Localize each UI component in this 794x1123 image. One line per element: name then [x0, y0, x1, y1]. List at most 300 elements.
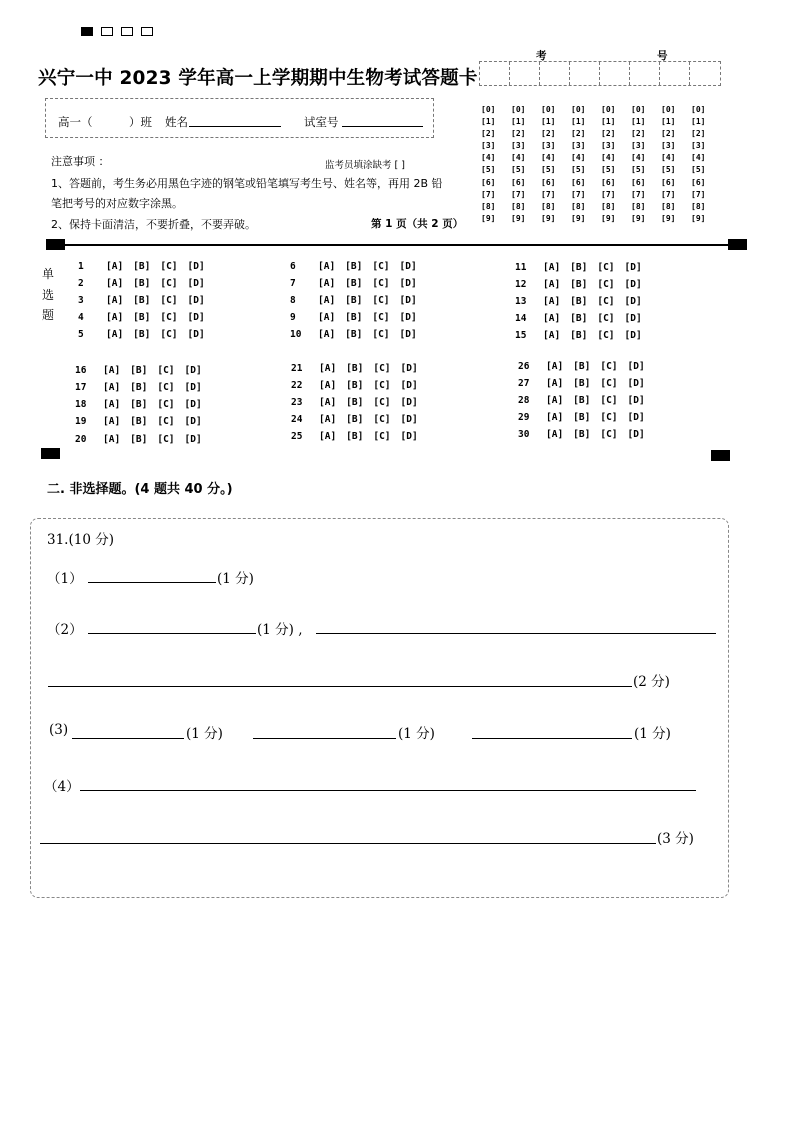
- digit-bubble[interactable]: [9]: [571, 213, 586, 223]
- option-bubble-d[interactable]: [D]: [400, 363, 418, 374]
- option-bubble-c[interactable]: [C]: [160, 329, 178, 340]
- digit-bubble[interactable]: [3]: [541, 141, 556, 151]
- part-1-answer-line[interactable]: [88, 582, 216, 583]
- option-bubble-d[interactable]: [D]: [399, 278, 417, 289]
- digit-bubble[interactable]: [3]: [481, 141, 496, 151]
- option-bubble-a[interactable]: [A]: [106, 295, 124, 306]
- option-bubble-c[interactable]: [C]: [600, 395, 618, 406]
- digit-bubble[interactable]: [1]: [661, 117, 676, 127]
- digit-bubble[interactable]: [0]: [511, 105, 526, 114]
- part-3-answer-line-3[interactable]: [472, 738, 632, 739]
- digit-bubble[interactable]: [4]: [481, 153, 496, 163]
- option-bubble-d[interactable]: [D]: [627, 378, 645, 389]
- digit-bubble[interactable]: [7]: [691, 189, 706, 199]
- part-4-answer-line-2[interactable]: [40, 843, 656, 844]
- digit-bubble[interactable]: [9]: [601, 213, 616, 223]
- digit-bubble[interactable]: [8]: [481, 201, 496, 211]
- option-bubble-c[interactable]: [C]: [597, 296, 615, 307]
- digit-bubble[interactable]: [7]: [571, 189, 586, 199]
- exam-number-boxes[interactable]: [479, 61, 721, 86]
- option-bubble-a[interactable]: [A]: [103, 416, 121, 427]
- digit-bubble[interactable]: [8]: [571, 201, 586, 211]
- digit-bubble[interactable]: [6]: [481, 177, 496, 187]
- choice-question-row: [290, 329, 427, 340]
- option-bubble-a[interactable]: [A]: [318, 329, 336, 340]
- option-bubble-c[interactable]: [C]: [373, 414, 391, 425]
- option-bubble-d[interactable]: [D]: [624, 262, 642, 273]
- digit-bubble[interactable]: [6]: [601, 177, 616, 187]
- option-bubble-c[interactable]: [C]: [372, 261, 390, 272]
- choice-question-row: [78, 312, 215, 323]
- question-number: 4: [78, 312, 84, 323]
- note-item-1b: 笔把考号的对应数字涂黑。: [51, 197, 183, 210]
- option-bubble-b[interactable]: [B]: [130, 382, 148, 393]
- option-bubble-b[interactable]: [B]: [345, 261, 363, 272]
- digit-bubble[interactable]: [7]: [661, 189, 676, 199]
- option-bubble-a[interactable]: [A]: [546, 361, 564, 372]
- question-number: 5: [78, 329, 84, 340]
- question-number: 24: [291, 414, 303, 425]
- choice-question-row: [290, 261, 427, 272]
- option-bubble-c[interactable]: [C]: [597, 262, 615, 273]
- option-bubble-b[interactable]: [B]: [570, 279, 588, 290]
- option-bubble-a[interactable]: [A]: [103, 382, 121, 393]
- digit-bubble[interactable]: [5]: [661, 165, 676, 175]
- option-bubble-c[interactable]: [C]: [160, 278, 178, 289]
- choice-question-row: [515, 313, 652, 324]
- option-bubble-d[interactable]: [D]: [187, 312, 205, 323]
- digit-bubble[interactable]: [8]: [601, 201, 616, 211]
- digit-bubble[interactable]: [2]: [541, 129, 556, 139]
- digit-bubble[interactable]: [8]: [691, 201, 706, 211]
- digit-bubble[interactable]: [9]: [661, 213, 676, 223]
- option-bubble-b[interactable]: [B]: [570, 330, 588, 341]
- digit-bubble[interactable]: [6]: [571, 177, 586, 187]
- option-bubble-d[interactable]: [D]: [400, 397, 418, 408]
- exam-number-digit-column[interactable]: [631, 104, 645, 225]
- exam-number-box[interactable]: [570, 62, 600, 85]
- digit-bubble[interactable]: [3]: [661, 141, 676, 151]
- part-4-answer-line-1[interactable]: [80, 790, 696, 791]
- part-3-label: (3): [49, 722, 69, 738]
- digit-bubble[interactable]: [4]: [571, 153, 586, 163]
- option-bubble-a[interactable]: [A]: [543, 262, 561, 273]
- digit-bubble[interactable]: [3]: [691, 141, 706, 151]
- option-bubble-b[interactable]: [B]: [570, 262, 588, 273]
- digit-bubble[interactable]: [2]: [661, 129, 676, 139]
- exam-number-digit-column[interactable]: [691, 104, 705, 225]
- option-bubble-d[interactable]: [D]: [624, 279, 642, 290]
- option-bubble-d[interactable]: [D]: [627, 412, 645, 423]
- choice-question-row: [78, 278, 215, 289]
- note-item-1a: 1、答题前，考生务必用黑色字迹的钢笔或铅笔填写考生号、姓名等，再用 2B 铅: [51, 177, 443, 190]
- option-bubble-c[interactable]: [C]: [373, 431, 391, 442]
- option-bubble-a[interactable]: [A]: [319, 431, 337, 442]
- exam-number-digit-column[interactable]: [511, 104, 525, 225]
- question-number: 7: [290, 278, 296, 289]
- digit-bubble[interactable]: [3]: [631, 141, 646, 151]
- choice-question-row: [518, 378, 655, 389]
- question-number: 19: [75, 416, 87, 427]
- alignment-marker-right: [728, 239, 747, 250]
- option-bubble-b[interactable]: [B]: [130, 399, 148, 410]
- part-3-score-1: (1 分): [186, 726, 223, 742]
- exam-number-digit-column[interactable]: [661, 104, 675, 225]
- option-bubble-a[interactable]: [A]: [106, 278, 124, 289]
- question-number: 27: [518, 378, 530, 389]
- option-bubble-b[interactable]: [B]: [133, 278, 151, 289]
- digit-bubble[interactable]: [0]: [481, 105, 496, 114]
- digit-bubble[interactable]: [8]: [631, 201, 646, 211]
- digit-bubble[interactable]: [0]: [541, 105, 556, 114]
- choice-question-row: [291, 431, 428, 442]
- digit-bubble[interactable]: [7]: [511, 189, 526, 199]
- part-3-answer-line-1[interactable]: [72, 738, 184, 739]
- choice-question-row: [515, 330, 652, 341]
- question-number: 1: [78, 261, 84, 272]
- option-bubble-d[interactable]: [D]: [627, 361, 645, 372]
- choice-question-row: [291, 397, 428, 408]
- question-number: 29: [518, 412, 530, 423]
- question-number: 22: [291, 380, 303, 391]
- option-bubble-c[interactable]: [C]: [373, 363, 391, 374]
- option-bubble-d[interactable]: [D]: [624, 330, 642, 341]
- digit-bubble[interactable]: [1]: [631, 117, 646, 127]
- digit-bubble[interactable]: [0]: [631, 105, 646, 114]
- option-bubble-d[interactable]: [D]: [187, 261, 205, 272]
- option-bubble-c[interactable]: [C]: [160, 261, 178, 272]
- choice-question-row: [290, 312, 427, 323]
- option-bubble-d[interactable]: [D]: [400, 414, 418, 425]
- question-number: 26: [518, 361, 530, 372]
- option-bubble-b[interactable]: [B]: [133, 329, 151, 340]
- option-bubble-c[interactable]: [C]: [597, 313, 615, 324]
- digit-bubble[interactable]: [4]: [661, 153, 676, 163]
- digit-bubble[interactable]: [2]: [601, 129, 616, 139]
- option-bubble-b[interactable]: [B]: [133, 295, 151, 306]
- option-bubble-a[interactable]: [A]: [318, 261, 336, 272]
- answer-box-31: [30, 518, 729, 898]
- option-bubble-c[interactable]: [C]: [160, 295, 178, 306]
- option-bubble-d[interactable]: [D]: [399, 329, 417, 340]
- digit-bubble[interactable]: [7]: [481, 189, 496, 199]
- digit-bubble[interactable]: [9]: [511, 213, 526, 223]
- part-3-score-2: (1 分): [398, 726, 435, 742]
- question-number: 23: [291, 397, 303, 408]
- page-title: 兴宁一中 2023 学年高一上学期期中生物考试答题卡: [38, 68, 478, 89]
- question-number: 3: [78, 295, 84, 306]
- digit-bubble[interactable]: [4]: [601, 153, 616, 163]
- digit-bubble[interactable]: [1]: [601, 117, 616, 127]
- exam-number-box[interactable]: [480, 62, 510, 85]
- digit-bubble[interactable]: [8]: [511, 201, 526, 211]
- option-bubble-c[interactable]: [C]: [157, 416, 175, 427]
- digit-bubble[interactable]: [4]: [541, 153, 556, 163]
- exam-number-digit-column[interactable]: [601, 104, 615, 225]
- option-bubble-c[interactable]: [C]: [372, 312, 390, 323]
- digit-bubble[interactable]: [4]: [511, 153, 526, 163]
- digit-bubble[interactable]: [5]: [541, 165, 556, 175]
- digit-bubble[interactable]: [6]: [631, 177, 646, 187]
- exam-number-box[interactable]: [630, 62, 660, 85]
- exam-number-box[interactable]: [600, 62, 630, 85]
- option-bubble-a[interactable]: [A]: [318, 278, 336, 289]
- notes-title: 注意事项 ：: [51, 155, 110, 168]
- option-bubble-d[interactable]: [D]: [627, 395, 645, 406]
- option-bubble-c[interactable]: [C]: [600, 412, 618, 423]
- option-bubble-d[interactable]: [D]: [184, 416, 202, 427]
- digit-bubble[interactable]: [7]: [601, 189, 616, 199]
- question-number: 2: [78, 278, 84, 289]
- exam-number-digit-column[interactable]: [541, 104, 555, 225]
- option-bubble-d[interactable]: [D]: [184, 382, 202, 393]
- option-bubble-d[interactable]: [D]: [399, 261, 417, 272]
- digit-bubble[interactable]: [5]: [481, 165, 496, 175]
- corner-square-1: [81, 27, 93, 36]
- choice-question-row: [78, 295, 215, 306]
- digit-bubble[interactable]: [0]: [691, 105, 706, 114]
- class-label-start: 高一（: [58, 115, 93, 129]
- option-bubble-a[interactable]: [A]: [103, 365, 121, 376]
- alignment-marker-bottom-left: [41, 448, 60, 459]
- digit-bubble[interactable]: [2]: [481, 129, 496, 139]
- option-bubble-d[interactable]: [D]: [187, 329, 205, 340]
- option-bubble-a[interactable]: [A]: [319, 414, 337, 425]
- option-bubble-c[interactable]: [C]: [373, 380, 391, 391]
- option-bubble-c[interactable]: [C]: [157, 365, 175, 376]
- single-choice-label-1: 单: [42, 267, 55, 281]
- option-bubble-d[interactable]: [D]: [624, 296, 642, 307]
- option-bubble-b[interactable]: [B]: [573, 412, 591, 423]
- digit-bubble[interactable]: [3]: [511, 141, 526, 151]
- option-bubble-a[interactable]: [A]: [106, 312, 124, 323]
- question-number: 25: [291, 431, 303, 442]
- part-2-label: （2）: [47, 622, 83, 638]
- digit-bubble[interactable]: [2]: [631, 129, 646, 139]
- option-bubble-b[interactable]: [B]: [573, 395, 591, 406]
- option-bubble-a[interactable]: [A]: [546, 412, 564, 423]
- option-bubble-a[interactable]: [A]: [546, 378, 564, 389]
- option-bubble-a[interactable]: [A]: [106, 261, 124, 272]
- option-bubble-b[interactable]: [B]: [133, 312, 151, 323]
- option-bubble-c[interactable]: [C]: [373, 397, 391, 408]
- part-2-answer-line-3[interactable]: [48, 686, 632, 687]
- option-bubble-d[interactable]: [D]: [400, 431, 418, 442]
- option-bubble-b[interactable]: [B]: [346, 380, 364, 391]
- question-number: 9: [290, 312, 296, 323]
- section-title: 二. 非选择题。(4 题共 40 分。): [47, 482, 233, 497]
- exam-number-label-2: 号: [657, 50, 668, 62]
- proctor-absent-mark[interactable]: 监考员填涂缺考 [ ]: [325, 160, 405, 171]
- digit-bubble[interactable]: [6]: [511, 177, 526, 187]
- choice-question-row: [75, 382, 212, 393]
- digit-bubble[interactable]: [2]: [571, 129, 586, 139]
- question-number: 11: [515, 262, 527, 273]
- option-bubble-d[interactable]: [D]: [184, 365, 202, 376]
- page-indicator: 第 1 页（共 2 页）: [371, 218, 464, 230]
- option-bubble-a[interactable]: [A]: [546, 395, 564, 406]
- digit-bubble[interactable]: [1]: [541, 117, 556, 127]
- option-bubble-a[interactable]: [A]: [103, 399, 121, 410]
- option-bubble-b[interactable]: [B]: [345, 312, 363, 323]
- digit-bubble[interactable]: [1]: [571, 117, 586, 127]
- option-bubble-d[interactable]: [D]: [184, 399, 202, 410]
- digit-bubble[interactable]: [8]: [541, 201, 556, 211]
- exam-number-box[interactable]: [690, 62, 720, 85]
- room-field[interactable]: [342, 126, 423, 127]
- option-bubble-b[interactable]: [B]: [345, 329, 363, 340]
- option-bubble-c[interactable]: [C]: [600, 429, 618, 440]
- option-bubble-a[interactable]: [A]: [106, 329, 124, 340]
- option-bubble-b[interactable]: [B]: [570, 296, 588, 307]
- option-bubble-b[interactable]: [B]: [130, 365, 148, 376]
- question-number: 21: [291, 363, 303, 374]
- option-bubble-d[interactable]: [D]: [399, 312, 417, 323]
- option-bubble-a[interactable]: [A]: [318, 312, 336, 323]
- part-4-score: (3 分): [657, 831, 694, 847]
- option-bubble-c[interactable]: [C]: [600, 361, 618, 372]
- option-bubble-d[interactable]: [D]: [624, 313, 642, 324]
- digit-bubble[interactable]: [2]: [691, 129, 706, 139]
- option-bubble-a[interactable]: [A]: [318, 295, 336, 306]
- digit-bubble[interactable]: [6]: [541, 177, 556, 187]
- question-number: 8: [290, 295, 296, 306]
- option-bubble-c[interactable]: [C]: [597, 279, 615, 290]
- digit-bubble[interactable]: [3]: [601, 141, 616, 151]
- question-number: 12: [515, 279, 527, 290]
- option-bubble-c[interactable]: [C]: [157, 434, 175, 445]
- option-bubble-b[interactable]: [B]: [573, 361, 591, 372]
- option-bubble-c[interactable]: [C]: [157, 382, 175, 393]
- part-3-answer-line-2[interactable]: [253, 738, 396, 739]
- question-number: 14: [515, 313, 527, 324]
- separator-bar: [46, 244, 746, 246]
- option-bubble-a[interactable]: [A]: [543, 313, 561, 324]
- option-bubble-b[interactable]: [B]: [570, 313, 588, 324]
- corner-square-2: [101, 27, 113, 36]
- option-bubble-a[interactable]: [A]: [319, 363, 337, 374]
- option-bubble-a[interactable]: [A]: [543, 279, 561, 290]
- option-bubble-d[interactable]: [D]: [627, 429, 645, 440]
- option-bubble-a[interactable]: [A]: [103, 434, 121, 445]
- option-bubble-d[interactable]: [D]: [399, 295, 417, 306]
- digit-bubble[interactable]: [9]: [691, 213, 706, 223]
- corner-square-4: [141, 27, 153, 36]
- exam-number-box[interactable]: [510, 62, 540, 85]
- option-bubble-b[interactable]: [B]: [573, 429, 591, 440]
- option-bubble-b[interactable]: [B]: [346, 431, 364, 442]
- exam-number-box[interactable]: [540, 62, 570, 85]
- digit-bubble[interactable]: [0]: [571, 105, 586, 114]
- option-bubble-c[interactable]: [C]: [372, 329, 390, 340]
- digit-bubble[interactable]: [5]: [691, 165, 706, 175]
- option-bubble-a[interactable]: [A]: [319, 397, 337, 408]
- option-bubble-a[interactable]: [A]: [543, 330, 561, 341]
- name-field[interactable]: [189, 126, 281, 127]
- student-info-box: [45, 98, 434, 138]
- option-bubble-c[interactable]: [C]: [157, 399, 175, 410]
- choice-question-row: [515, 296, 652, 307]
- question-number: 15: [515, 330, 527, 341]
- digit-bubble[interactable]: [6]: [661, 177, 676, 187]
- digit-bubble[interactable]: [9]: [631, 213, 646, 223]
- choice-question-row: [75, 365, 212, 376]
- option-bubble-d[interactable]: [D]: [187, 278, 205, 289]
- digit-bubble[interactable]: [9]: [481, 213, 496, 223]
- digit-bubble[interactable]: [1]: [511, 117, 526, 127]
- choice-question-row: [518, 412, 655, 423]
- digit-bubble[interactable]: [3]: [571, 141, 586, 151]
- part-2-score-2: (2 分): [633, 674, 670, 690]
- digit-bubble[interactable]: [7]: [541, 189, 556, 199]
- digit-bubble[interactable]: [6]: [691, 177, 706, 187]
- digit-bubble[interactable]: [5]: [631, 165, 646, 175]
- digit-bubble[interactable]: [0]: [601, 105, 616, 114]
- exam-number-digit-column[interactable]: [481, 104, 495, 225]
- part-2-answer-line-1[interactable]: [88, 633, 256, 634]
- option-bubble-b[interactable]: [B]: [346, 363, 364, 374]
- option-bubble-d[interactable]: [D]: [187, 295, 205, 306]
- exam-number-box[interactable]: [660, 62, 690, 85]
- option-bubble-d[interactable]: [D]: [184, 434, 202, 445]
- note-item-2: 2、保持卡面清洁，不要折叠，不要弄破。: [51, 218, 256, 231]
- digit-bubble[interactable]: [1]: [691, 117, 706, 127]
- digit-bubble[interactable]: [5]: [601, 165, 616, 175]
- digit-bubble[interactable]: [4]: [631, 153, 646, 163]
- alignment-marker-left: [46, 239, 65, 250]
- part-1-label: （1）: [47, 571, 83, 587]
- question-number: 28: [518, 395, 530, 406]
- option-bubble-b[interactable]: [B]: [130, 434, 148, 445]
- option-bubble-c[interactable]: [C]: [372, 278, 390, 289]
- option-bubble-b[interactable]: [B]: [130, 416, 148, 427]
- option-bubble-a[interactable]: [A]: [319, 380, 337, 391]
- exam-number-digit-column[interactable]: [571, 104, 585, 225]
- part-4-label: （4）: [44, 779, 80, 795]
- option-bubble-c[interactable]: [C]: [160, 312, 178, 323]
- digit-bubble[interactable]: [1]: [481, 117, 496, 127]
- question-number: 30: [518, 429, 530, 440]
- digit-bubble[interactable]: [5]: [571, 165, 586, 175]
- digit-bubble[interactable]: [8]: [661, 201, 676, 211]
- choice-question-row: [75, 416, 212, 427]
- digit-bubble[interactable]: [0]: [661, 105, 676, 114]
- option-bubble-c[interactable]: [C]: [597, 330, 615, 341]
- option-bubble-c[interactable]: [C]: [372, 295, 390, 306]
- part-2-answer-line-2[interactable]: [316, 633, 716, 634]
- question-number: 13: [515, 296, 527, 307]
- choice-question-row: [518, 361, 655, 372]
- option-bubble-c[interactable]: [C]: [600, 378, 618, 389]
- digit-bubble[interactable]: [5]: [511, 165, 526, 175]
- digit-bubble[interactable]: [4]: [691, 153, 706, 163]
- digit-bubble[interactable]: [2]: [511, 129, 526, 139]
- option-bubble-b[interactable]: [B]: [346, 414, 364, 425]
- option-bubble-b[interactable]: [B]: [346, 397, 364, 408]
- choice-question-row: [515, 279, 652, 290]
- option-bubble-b[interactable]: [B]: [133, 261, 151, 272]
- digit-bubble[interactable]: [9]: [541, 213, 556, 223]
- option-bubble-a[interactable]: [A]: [543, 296, 561, 307]
- option-bubble-b[interactable]: [B]: [573, 378, 591, 389]
- option-bubble-b[interactable]: [B]: [345, 278, 363, 289]
- option-bubble-b[interactable]: [B]: [345, 295, 363, 306]
- question-31-title: 31.(10 分): [47, 532, 114, 548]
- option-bubble-d[interactable]: [D]: [400, 380, 418, 391]
- question-number: 6: [290, 261, 296, 272]
- digit-bubble[interactable]: [7]: [631, 189, 646, 199]
- option-bubble-a[interactable]: [A]: [546, 429, 564, 440]
